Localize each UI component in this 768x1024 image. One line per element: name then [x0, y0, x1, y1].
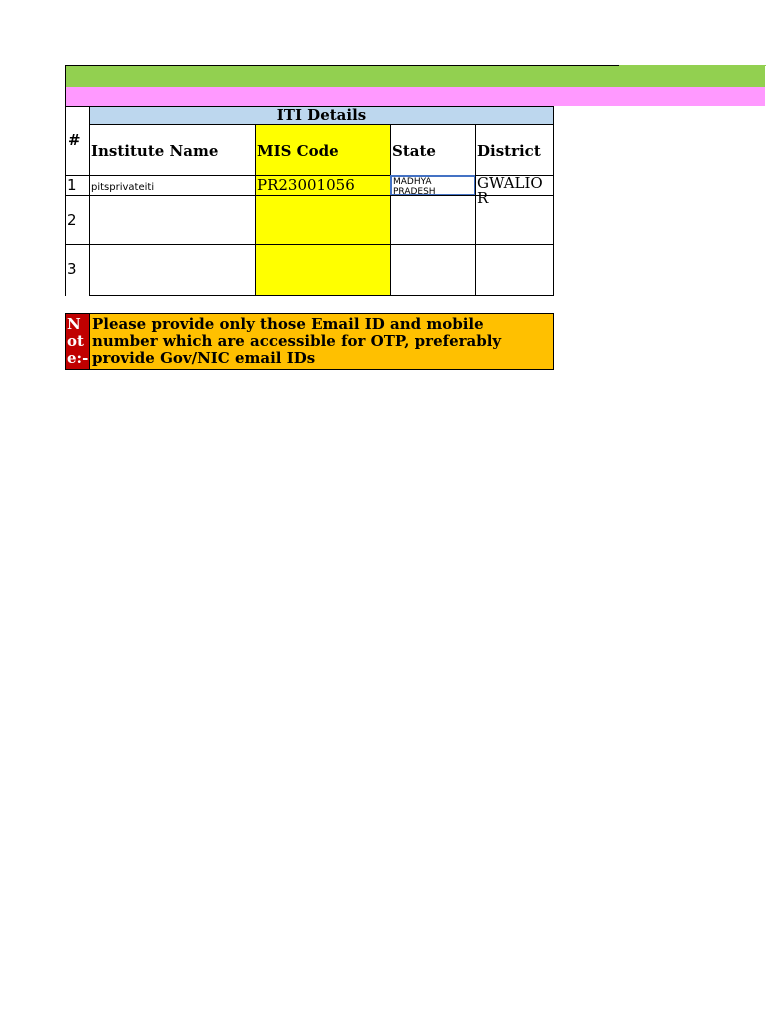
iti-details-title: ITI Details — [89, 106, 554, 125]
district-header: District — [475, 124, 554, 176]
district-cell[interactable]: GWALIOR — [475, 175, 554, 196]
row-number-1: 1 — [65, 175, 90, 196]
row-number-2: 2 — [65, 195, 90, 245]
institute-name-cell[interactable] — [89, 244, 256, 296]
mis-code-cell[interactable]: PR23001056 — [255, 175, 391, 196]
state-cell[interactable] — [390, 195, 476, 245]
mis-code-header: MIS Code — [255, 124, 391, 176]
note-label: Note:- — [65, 313, 90, 370]
district-cell[interactable] — [475, 195, 554, 245]
institute-name-header: Institute Name — [89, 124, 256, 176]
header-band-green — [65, 65, 765, 87]
row-number-3: 3 — [65, 244, 90, 296]
row-number-header: # — [65, 106, 90, 176]
institute-name-cell[interactable] — [89, 195, 256, 245]
state-cell-selected[interactable]: MADHYA PRADESH — [390, 175, 476, 196]
state-cell[interactable] — [390, 244, 476, 296]
mis-code-cell[interactable] — [255, 244, 391, 296]
mis-code-cell[interactable] — [255, 195, 391, 245]
note-text: Please provide only those Email ID and mobile number which are accessible for OTP, preferably provide Gov/NIC email IDs — [89, 313, 554, 370]
header-band-green-edge — [619, 65, 766, 66]
state-header: State — [390, 124, 476, 176]
header-band-pink — [65, 87, 765, 106]
district-cell[interactable] — [475, 244, 554, 296]
institute-name-cell[interactable]: pitsprivateiti — [89, 175, 256, 196]
